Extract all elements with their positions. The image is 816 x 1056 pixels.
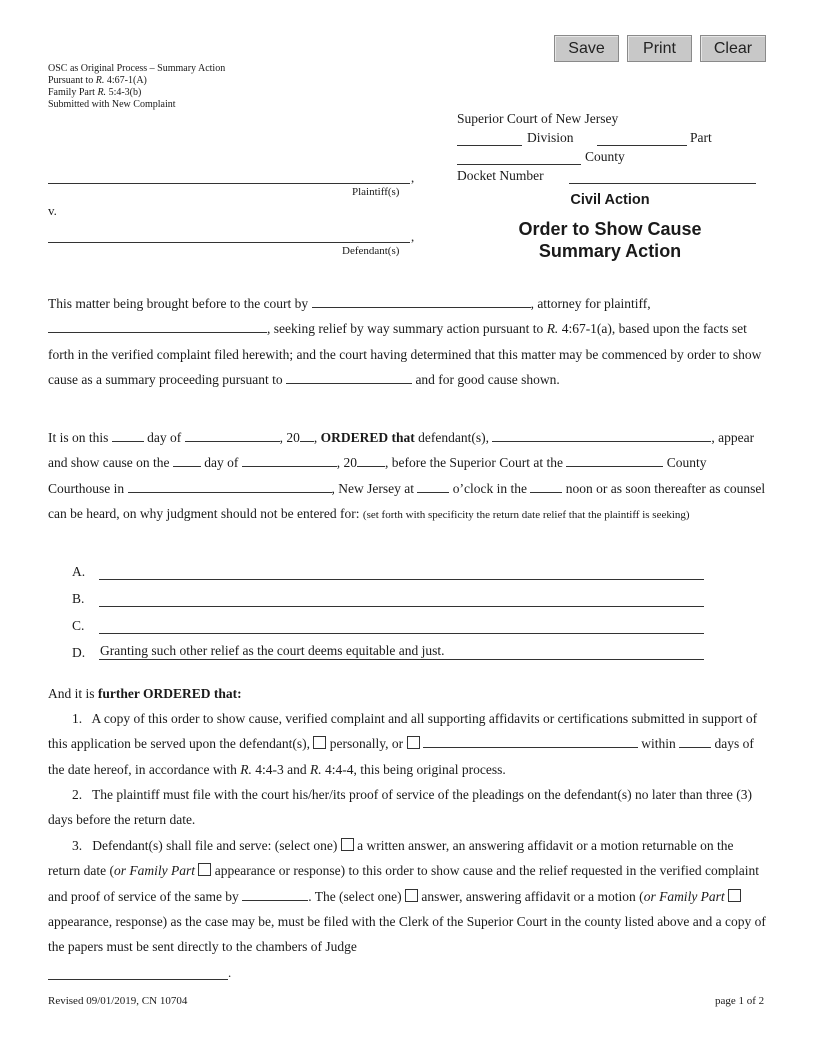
answer-type-checkbox[interactable] (405, 889, 418, 902)
return-month-field[interactable] (242, 453, 337, 467)
plaintiff-field[interactable] (48, 183, 410, 184)
family-part-appearance-checkbox[interactable] (198, 863, 211, 876)
further-ordered-heading: And it is further ORDERED that: (48, 686, 242, 701)
relief-c-field[interactable] (99, 633, 704, 634)
other-service-checkbox[interactable] (407, 736, 420, 749)
statute-field[interactable] (286, 370, 412, 384)
judge-period: . (228, 965, 232, 980)
defendant-label: Defendant(s) (342, 245, 400, 257)
county-field[interactable] (457, 164, 581, 165)
part-field[interactable] (597, 145, 687, 146)
further-item-1: 1. A copy of this order to show cause, verified complaint and all supporting affidavits or certifications submitted in support of this application be served upon the defendant(s), personally, or within days of the date hereof, in accordance with R. 4:4-3 and R. 4:4-4, this being original process. (48, 711, 758, 777)
versus-label: v. (48, 203, 57, 218)
family-part-response-checkbox[interactable] (728, 889, 741, 902)
docket-label: Docket Number (457, 168, 544, 183)
plaintiff-label: Plaintiff(s) (352, 186, 400, 198)
relief-c-label: C. (72, 618, 85, 633)
division-field[interactable] (457, 145, 522, 146)
relief-d-text: Granting such other relief as the court deems equitable and just. (100, 643, 445, 658)
part-label: Part (690, 130, 712, 145)
service-proof-date-field[interactable] (242, 887, 308, 901)
attorney-field[interactable] (312, 294, 531, 308)
form-header-line3: Family Part R. 5:4-3(b) (48, 87, 142, 98)
court-name: Superior Court of New Jersey (457, 111, 619, 126)
relief-b-field[interactable] (99, 606, 704, 607)
plaintiff-name-field[interactable] (48, 319, 267, 333)
written-answer-checkbox[interactable] (341, 838, 354, 851)
am-pm-field[interactable] (530, 479, 562, 493)
docket-field[interactable] (569, 183, 756, 184)
order-defendant-field[interactable] (492, 428, 711, 442)
intro-paragraph: This matter being brought before to the court by , attorney for plaintiff, , seeking relief by way summary action pursuant to R. 4:67-1(a), based upon the facts set forth in the verified complaint filed herewith; and the court having determined that this matter may be commenced by order to show cause as a summary proceeding pursuant to and for good cause shown. (48, 296, 762, 387)
relief-a-field[interactable] (99, 579, 704, 580)
revision-note: Revised 09/01/2019, CN 10704 (48, 995, 188, 1007)
page-number: page 1 of 2 (715, 995, 765, 1007)
print-button[interactable]: Print (627, 35, 692, 62)
division-label: Division (527, 130, 574, 145)
relief-d-label: D. (72, 645, 86, 660)
defendant-field[interactable] (48, 242, 410, 243)
return-day-field[interactable] (173, 453, 201, 467)
order-year-field[interactable] (300, 428, 314, 442)
order-day-field[interactable] (112, 428, 144, 442)
return-hour-field[interactable] (417, 479, 449, 493)
form-header-line1: OSC as Original Process – Summary Action (48, 63, 226, 74)
personally-checkbox[interactable] (313, 736, 326, 749)
order-month-field[interactable] (185, 428, 280, 442)
county-label: County (585, 149, 625, 164)
relief-d-line (99, 659, 704, 660)
doc-subtitle: Summary Action (538, 241, 682, 261)
relief-b-label: B. (72, 591, 85, 606)
further-item-3: 3. Defendant(s) shall file and serve: (select one) a written answer, an answering affidavit or a motion returnable on the return date (or Family Part appearance or response) to this order to show cause and the relief requested in the verified complaint and proof of service of the same by . The (select one) answer, answering affidavit or a motion (or Family Part appearance, response) as the case may be, must be filed with the Clerk of the Superior Court in the county listed above and a copy of the papers must be sent directly to the chambers of Judge (48, 838, 766, 955)
defendant-comma: , (411, 229, 415, 244)
clear-button[interactable]: Clear (700, 35, 766, 62)
order-paragraph: It is on this day of , 20 , ORDERED that defendant(s), , appear and show cause on the day of , 20 , before the Superior Court at the County Courthouse in , New Jersey at o’clock in the noon or as soon thereafter as counsel can be heard, on why judgment should not be entered for: (set forth with specificity the return date relief that the plaintiff is seeking) (48, 430, 766, 521)
judge-name-field[interactable] (48, 979, 228, 980)
return-year-field[interactable] (357, 453, 385, 467)
relief-a-label: A. (72, 564, 86, 579)
courthouse-city-field[interactable] (128, 479, 332, 493)
civil-action-title: Civil Action (570, 192, 650, 208)
plaintiff-comma: , (411, 170, 415, 185)
further-item-2: 2. The plaintiff must file with the court his/her/its proof of service of the pleadings on the defendant(s) no later than three (3) days before the return date. (48, 787, 752, 828)
courthouse-county-field[interactable] (566, 453, 663, 467)
save-button[interactable]: Save (554, 35, 619, 62)
form-header-line4: Submitted with New Complaint (48, 99, 176, 110)
service-days-field[interactable] (679, 734, 711, 748)
form-header-line2: Pursuant to R. 4:67-1(A) (48, 75, 147, 86)
other-service-field[interactable] (423, 734, 638, 748)
doc-title: Order to Show Cause (518, 219, 702, 239)
